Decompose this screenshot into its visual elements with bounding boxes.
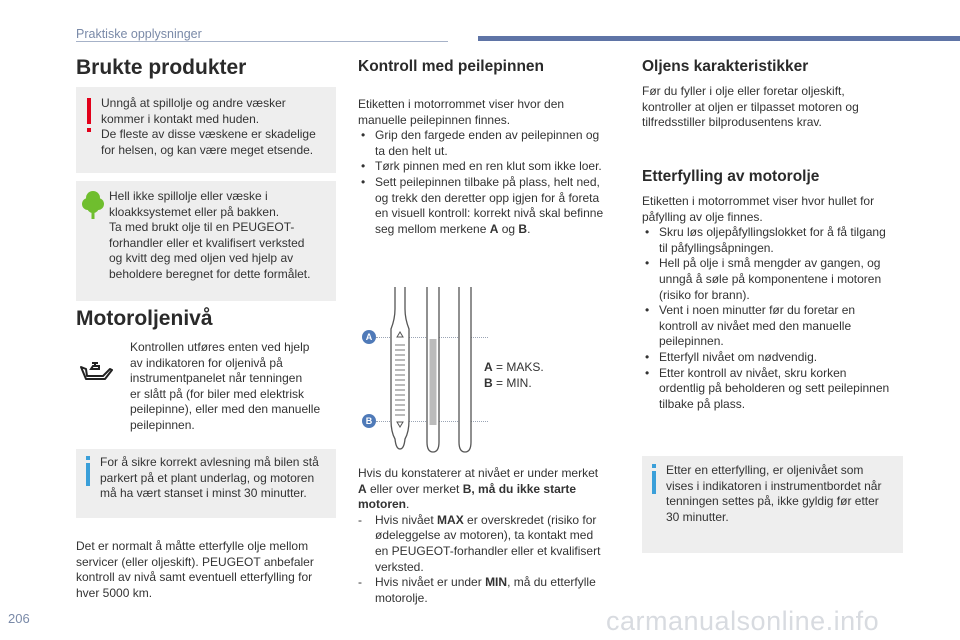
list-item: • Etterfyll nivået om nødvendig.	[642, 350, 912, 366]
list-item: • Skru løs oljepåfyllingslokket for å få tilgang til påfyllingsåpningen.	[642, 225, 912, 256]
list-item: • Vent i noen minutter før du foretar en kontroll av nivået med den manuelle peilepinnen.	[642, 303, 912, 350]
title-dipstick-check: Kontroll med peilepinnen	[358, 58, 545, 75]
info-text: For å sikre korrekt avlesning må bilen stå parkert på et plant underlag, og motoren må ha vært stanset i minst 30 minutter.	[100, 455, 319, 501]
list-item: - Hvis nivået MAX er overskredet (risiko for ødeleggelse av motoren), ta kontakt med en PEUGEOT-forhandler eller et kvalifisert verksted.	[358, 513, 622, 575]
title-oil-level: Motoroljenivå	[76, 307, 213, 330]
list-item: • Hell på olje i små mengder av gangen, og unngå å søle på komponentene i motoren (risiko for brann).	[642, 256, 912, 303]
page-number: 206	[8, 611, 30, 626]
oil-can-icon	[79, 360, 113, 382]
info-box	[76, 449, 336, 518]
list-item: • Etter kontroll av nivået, skru korken ordentlig på beholderen og sett peilepinnen tilbake på plass.	[642, 366, 912, 413]
level-outcome-text: Hvis du konstaterer at nivået er under merket A eller over merket B, må du ikke starte motoren. - Hvis nivået MAX er overskredet (risiko for ødeleggelse av motoren), ta kontakt med en PEUGEOT-forhandler eller et kvalifisert verksted. - Hvis nivået er under MIN, må du etterfylle motorolje.	[358, 466, 622, 606]
dipstick-illustration	[384, 287, 480, 457]
watermark: carmanualsonline.info	[606, 606, 880, 636]
list-item: • Tørk pinnen med en ren klut som ikke loer.	[358, 159, 620, 175]
warning-text: Unngå at spillolje og andre væsker kommer i kontakt med huden. De fleste av disse væskene er skadelige for helsen, og kan være meget etsende.	[101, 96, 316, 157]
marker-a-badge: A	[362, 330, 376, 344]
info-icon	[86, 456, 90, 460]
section-header: Praktiske opplysninger	[76, 27, 202, 41]
title-oil-refill: Etterfylling av motorolje	[642, 168, 820, 185]
info-icon	[652, 464, 656, 468]
eco-tree-icon	[82, 190, 104, 220]
header-rule	[76, 41, 448, 42]
header-accent-bar	[478, 36, 960, 41]
warning-box	[76, 87, 336, 173]
refill-info-box	[642, 456, 903, 553]
list-item: • Sett peilepinnen tilbake på plass, helt ned, og trekk den deretter opp igjen for å foreta en visuell kontroll: korrekt nivå skal befinne seg mellom merkene A og B.	[358, 175, 620, 237]
characteristics-text: Før du fyller i olje eller foretar oljeskift, kontroller at oljen er tilpasset motoren og tilfredsstiller bilprodusentens krav.	[642, 84, 859, 130]
title-used-products: Brukte produkter	[76, 56, 247, 79]
refill-instructions: Etiketten i motorrommet viser hvor hullet for påfylling av olje finnes. • Skru løs oljepåfyllingslokket for å få tilgang til påfyllingsåpningen. • Hell på olje i små mengder av gangen, og unngå å søle på komponentene i motoren (risiko for brann). • Vent i noen minutter før du foretar en kontroll av nivået med den manuelle peilepinnen. • Etterfyll nivået om nødvendig. • Etter kontroll av nivået, skru korken ordentlig på beholderen og sett peilepinnen tilbake på plass.	[642, 194, 912, 412]
eco-text: Hell ikke spillolje eller væske i kloakksystemet eller på bakken. Ta med brukt olje til en PEUGEOT- forhandler eller et kvalifisert verksted og kvitt deg med oljen ved hjelp av beholdere beregnet for dette formålet.	[109, 189, 311, 281]
refill-info-text: Etter en etterfylling, er oljenivået som vises i indikatoren i instrumentbordet når tenningen settes på, ikke gyldig før etter 30 minutter.	[666, 463, 882, 524]
refill-note: Det er normalt å måtte etterfylle olje mellom servicer (eller oljeskift). PEUGEOT anbefaler kontroll av nivå samt eventuell etterfylling for hver 5000 km.	[76, 539, 314, 600]
dipstick-instructions: Etiketten i motorrommet viser hvor den manuelle peilepinnen finnes. • Grip den fargede enden av peilepinnen og ta den helt ut. • Tørk pinnen med en ren klut som ikke loer. • Sett peilepinnen tilbake på plass, helt ned, og trekk den deretter opp igjen for å foreta en visuell kontroll: korrekt nivå skal befinne seg mellom merkene A og B.	[358, 97, 620, 237]
warning-mark-icon	[87, 98, 91, 124]
dipstick-legend: A = MAKS. B = MIN.	[484, 360, 544, 390]
eco-box	[76, 181, 336, 301]
marker-b-badge: B	[362, 414, 376, 428]
title-oil-characteristics: Oljens karakteristikker	[642, 58, 809, 75]
list-item: - Hvis nivået er under MIN, må du etterfylle motorolje.	[358, 575, 622, 606]
oil-level-text: Kontrollen utføres enten ved hjelp av indikatoren for oljenivå på instrumentpanelet når tenningen er slått på (for biler med elektrisk peilepinne), eller med den manuelle peilepinnen.	[130, 340, 321, 432]
list-item: • Grip den fargede enden av peilepinnen og ta den helt ut.	[358, 128, 620, 159]
